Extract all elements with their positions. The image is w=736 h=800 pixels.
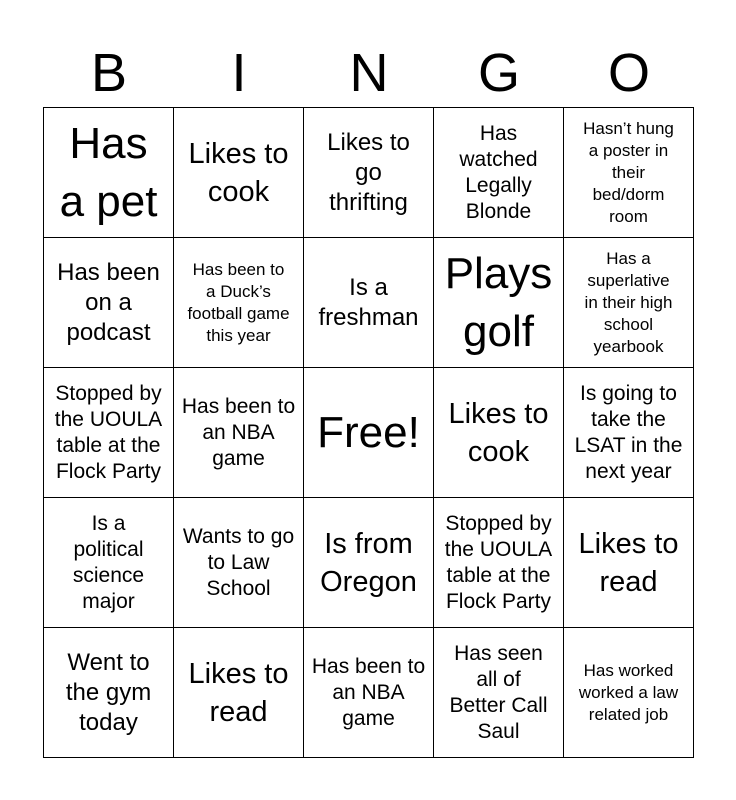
header-letter-g: G xyxy=(477,43,520,103)
header-letter-b: B xyxy=(90,43,128,103)
header-letter-i: I xyxy=(231,43,247,103)
bingo-cell[interactable] xyxy=(174,498,304,628)
cell-text: Stopped by the UOULA table at the Flock Party xyxy=(444,511,553,613)
bingo-cell[interactable] xyxy=(434,238,564,368)
cell-text: Has a pet xyxy=(59,118,158,226)
cell-text: Wants to go to Law School xyxy=(182,524,295,600)
cell-text: Plays golf xyxy=(444,248,553,356)
cell-text: Has been to an NBA game xyxy=(181,394,296,470)
cell-text: Hasn’t hung a poster in their bed/dorm room xyxy=(583,118,674,226)
cell-text: Has a superlative in their high school yearbook xyxy=(584,248,673,356)
cell-text: Is from Oregon xyxy=(320,527,417,598)
bingo-cell[interactable] xyxy=(434,628,564,758)
cell-text: Has been on a podcast xyxy=(57,258,160,346)
cell-text: Went to the gym today xyxy=(65,648,152,736)
bingo-cell[interactable] xyxy=(304,498,434,628)
header-letter-n: N xyxy=(349,43,389,103)
cell-text: Likes to cook xyxy=(448,397,549,468)
bingo-cell[interactable] xyxy=(564,498,694,628)
cell-text: Has seen all of Better Call Saul xyxy=(449,641,548,743)
bingo-cell[interactable] xyxy=(174,368,304,498)
bingo-cell[interactable] xyxy=(434,368,564,498)
bingo-cell[interactable] xyxy=(44,498,174,628)
bingo-cell[interactable] xyxy=(564,108,694,238)
cell-text: Is a freshman xyxy=(318,273,419,331)
bingo-board xyxy=(43,107,694,758)
cell-text: Is a political science major xyxy=(72,511,145,613)
bingo-cell[interactable] xyxy=(304,238,434,368)
cell-text: Is going to take the LSAT in the next year xyxy=(574,381,683,483)
cell-text: Has been to a Duck’s football game this year xyxy=(187,259,290,345)
cell-text: Has watched Legally Blonde xyxy=(459,121,538,223)
bingo-cell[interactable] xyxy=(174,628,304,758)
bingo-cell[interactable] xyxy=(44,368,174,498)
bingo-cell[interactable] xyxy=(434,108,564,238)
cell-text: Has been to an NBA game xyxy=(311,654,426,730)
bingo-cell[interactable] xyxy=(174,238,304,368)
bingo-cell[interactable] xyxy=(44,108,174,238)
bingo-cell[interactable] xyxy=(44,628,174,758)
bingo-cell[interactable] xyxy=(564,368,694,498)
cell-text: Likes to read xyxy=(578,527,679,598)
bingo-cell[interactable] xyxy=(174,108,304,238)
cell-text: Likes to read xyxy=(188,657,289,728)
bingo-header xyxy=(44,40,694,106)
bingo-cell[interactable] xyxy=(304,628,434,758)
bingo-cell[interactable] xyxy=(304,108,434,238)
cell-text: Free! xyxy=(317,407,420,457)
bingo-cell[interactable] xyxy=(564,628,694,758)
bingo-cell[interactable] xyxy=(434,498,564,628)
cell-text: Likes to cook xyxy=(188,137,289,208)
bingo-cell free-space[interactable] xyxy=(304,368,434,498)
cell-text: Likes to go thrifting xyxy=(327,128,410,216)
bingo-cell[interactable] xyxy=(44,238,174,368)
cell-text: Has worked worked a law related job xyxy=(578,660,679,724)
bingo-cell[interactable] xyxy=(564,238,694,368)
header-letter-o: O xyxy=(607,43,650,103)
cell-text: Stopped by the UOULA table at the Flock Party xyxy=(54,381,163,483)
